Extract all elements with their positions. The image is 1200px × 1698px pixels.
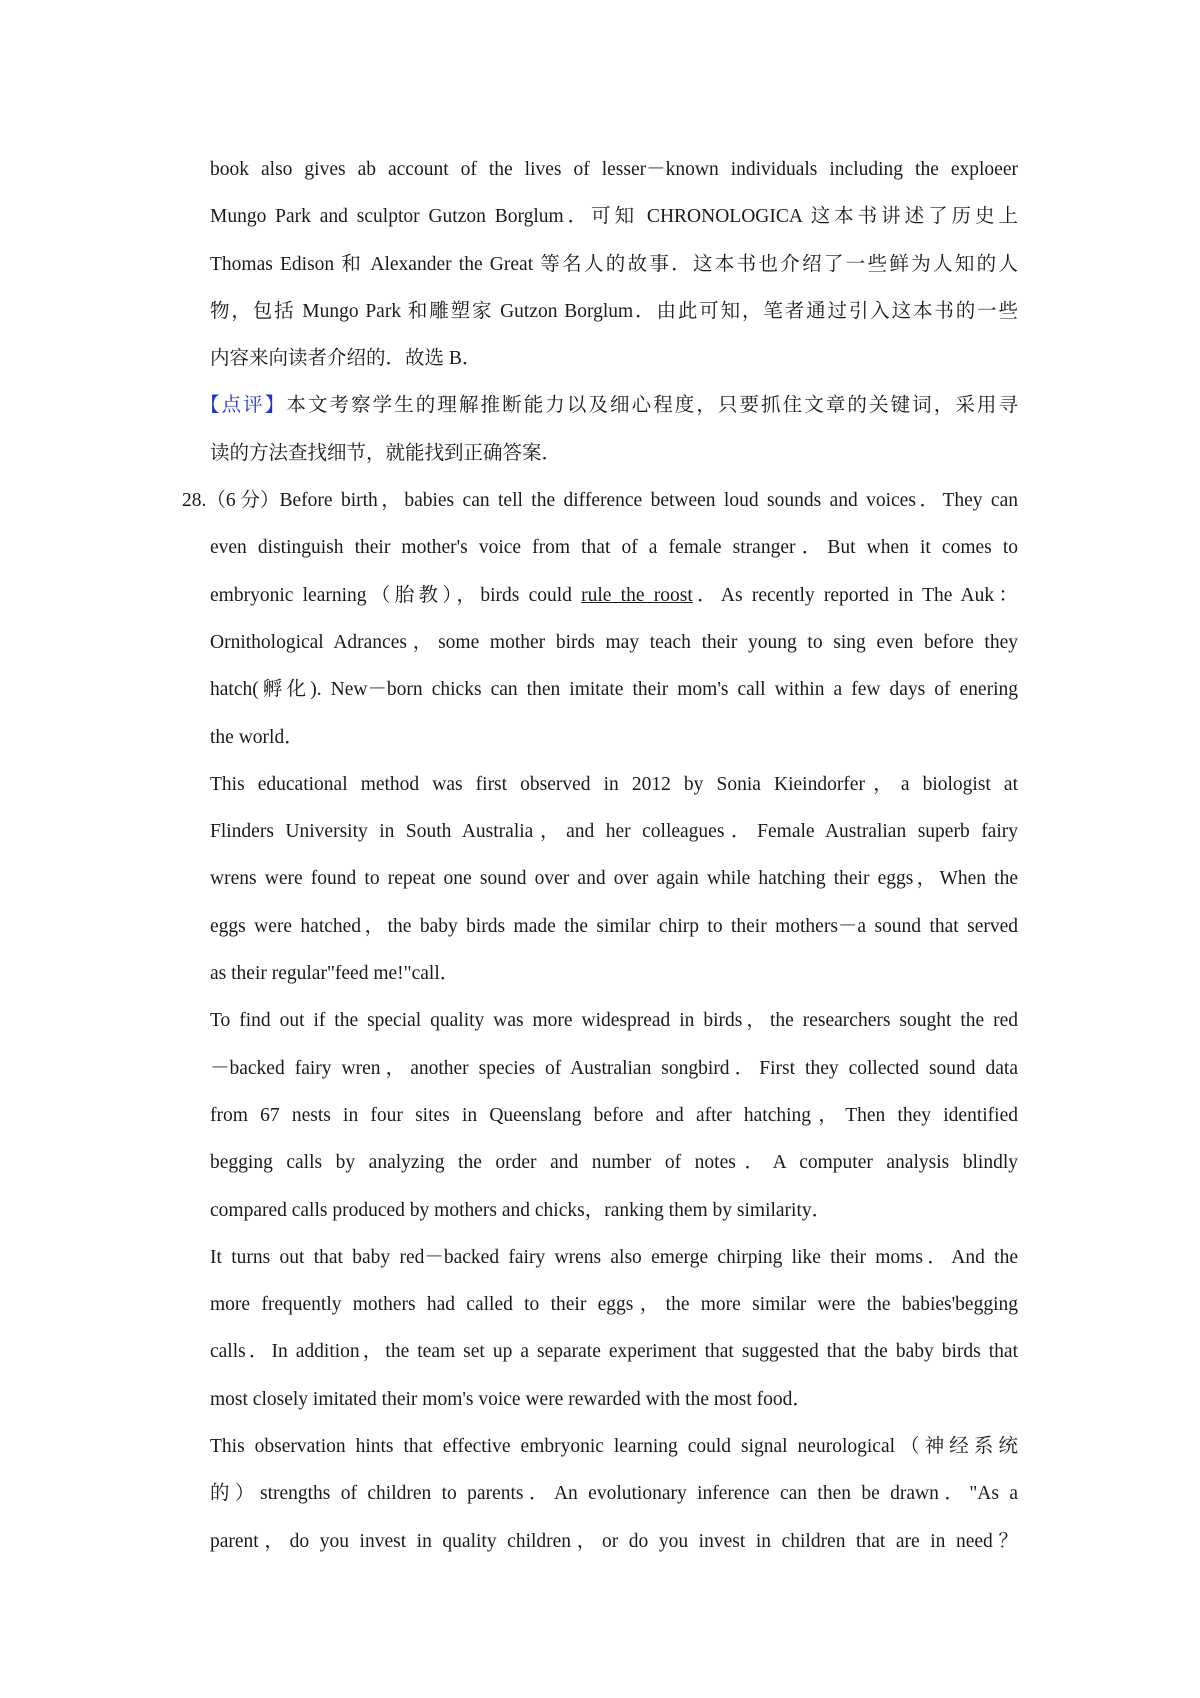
text-line: parent，do you invest in quality children，or do you invest in children that are in need？ [210, 1530, 1018, 1552]
text-line: It turns out that baby red－backed fairy wrens also emerge chirping like their moms．And the [210, 1246, 1018, 1268]
text-line: Ornithological Adrances，some mother birds may teach their young to sing even before they [210, 631, 1018, 653]
text-line: wrens were found to repeat one sound over and over again while hatching their eggs，When the [210, 868, 1018, 890]
text-line: Flinders University in South Australia，and her colleagues．Female Australian superb fairy [210, 821, 1018, 843]
review-line [200, 386, 1018, 433]
text-line: book also gives ab account of the lives of lesser－known individuals including the exploeer [210, 159, 1018, 180]
text-line: most closely imitated their mom's voice were rewarded with the most food． [210, 1388, 812, 1410]
review-text: 本文考察学生的理解推断能力以及细心程度，只要抓住文章的关键词，采用寻 [286, 395, 1018, 417]
text-line: from 67 nests in four sites in Queenslang before and after hatching，Then they identified [210, 1104, 1018, 1126]
question-text: Before birth，babies can tell the difference between loud sounds and voices．They can [279, 490, 1018, 512]
text-line: This educational method was first observed in 2012 by Sonia Kieindorfer，a biologist at [210, 773, 1018, 795]
underlined-phrase: rule the roost [581, 584, 693, 606]
text-line: begging calls by analyzing the order and number of notes．A computer analysis blindly [210, 1152, 1018, 1174]
text-line: 的）strengths of children to parents．An evolutionary inference can then be drawn．"As a [210, 1483, 1018, 1505]
text-line: as their regular"feed me!"call． [210, 963, 460, 985]
question-first-line [182, 481, 1018, 528]
text-line: Mungo Park and sculptor Gutzon Borglum．可知 CHRONOLOGICA 这本书讲述了历史上 [210, 206, 1018, 228]
text-line: This observation hints that effective embryonic learning could signal neurological（神经系统 [210, 1436, 1018, 1458]
text-line: embryonic learning（胎教），birds could rule the roost．As recently reported in The Auk： [210, 584, 1018, 606]
question-number: 28.（6 分） [182, 490, 280, 512]
text-line: To find out if the special quality was more widespread in birds，the researchers sought the red [210, 1010, 1018, 1032]
text-line: the world． [210, 726, 304, 748]
text-line: 物，包括 Mungo Park 和雕塑家 Gutzon Borglum．由此可知，笔者通过引入这本书的一些 [210, 300, 1018, 322]
text-line: －backed fairy wren，another species of Australian songbird．First they collected sound data [210, 1057, 1018, 1079]
text-line: more frequently mothers had called to their eggs，the more similar were the babies'begging [210, 1294, 1018, 1316]
text-line: 内容来向读者介绍的．故选 B． [210, 348, 482, 370]
text-line: calls．In addition，the team set up a separate experiment that suggested that the baby birds that [210, 1341, 1018, 1363]
page-content [182, 150, 1018, 1569]
question-points: （6 分） [206, 490, 280, 512]
text-line: compared calls produced by mothers and chicks，ranking them by similarity． [210, 1199, 832, 1221]
text-line: hatch(孵化). New－born chicks can then imitate their mom's call within a few days of enering [210, 679, 1018, 701]
text-line: even distinguish their mother's voice from that of a female stranger．But when it comes to [210, 537, 1018, 559]
review-label: 【点评】 [200, 395, 287, 417]
text-line: 读的方法查找细节，就能找到正确答案． [210, 442, 562, 464]
text-line: eggs were hatched，the baby birds made the similar chirp to their mothers－a sound that served [210, 915, 1018, 937]
text-line: Thomas Edison 和 Alexander the Great 等名人的故事．这本书也介绍了一些鲜为人知的人 [210, 253, 1018, 275]
